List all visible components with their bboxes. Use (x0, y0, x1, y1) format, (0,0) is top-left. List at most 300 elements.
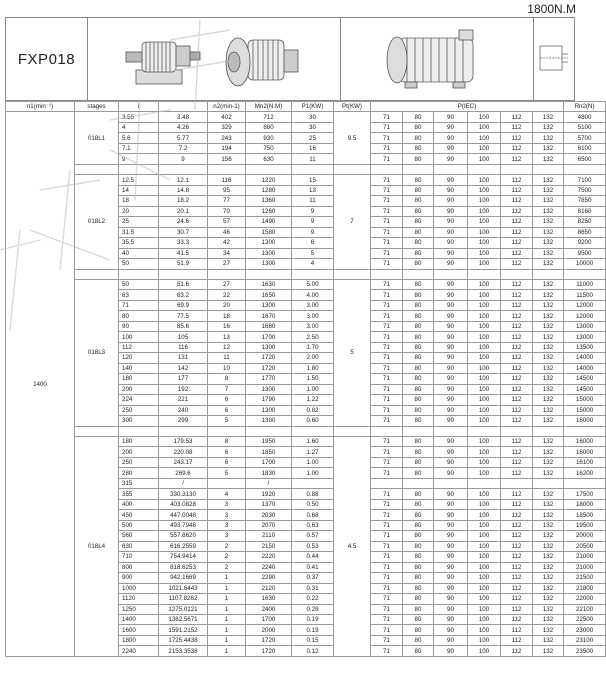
n2-cell: 1 (208, 583, 246, 593)
iec-size-cell: 132 (533, 573, 564, 583)
iec-size-cell (468, 478, 501, 488)
iec-size-cell: 112 (501, 143, 533, 153)
iec-size-cell: 132 (533, 583, 564, 593)
iec-size-cell: 90 (434, 384, 468, 394)
rn2-cell: 6500 (564, 154, 606, 164)
iec-size-cell: 71 (371, 646, 403, 656)
mn2-cell: 630 (246, 154, 292, 164)
iec-size-cell: 80 (403, 353, 434, 363)
ratio-actual-cell: 63.2 (159, 290, 208, 300)
pt-cell: 5 (334, 279, 371, 426)
iec-size-cell: 100 (468, 562, 501, 572)
iec-size-cell: 80 (403, 311, 434, 321)
ratio-nominal-cell: 560 (119, 531, 159, 541)
iec-size-cell: 71 (371, 353, 403, 363)
p1-cell: 0.31 (292, 583, 334, 593)
mn2-cell: 2030 (246, 510, 292, 520)
iec-size-cell: 71 (371, 300, 403, 310)
ratio-nominal-cell: 630 (119, 541, 159, 551)
ratio-nominal-cell: 500 (119, 520, 159, 530)
motor-image (341, 18, 534, 100)
iec-size-cell: 90 (434, 552, 468, 562)
iec-size-cell: 100 (468, 395, 501, 405)
iec-size-cell: 100 (468, 206, 501, 216)
rn2-cell: 21000 (564, 562, 606, 572)
empty-cell (434, 426, 468, 436)
iec-size-cell: 71 (371, 185, 403, 195)
empty-cell (292, 426, 334, 436)
header-p1: P1(KW) (292, 102, 334, 112)
table-row (6, 175, 606, 185)
iec-size-cell: 100 (468, 384, 501, 394)
n2-cell: 8 (208, 437, 246, 447)
rn2-cell: 16000 (564, 416, 606, 426)
header-rn2: Rn2(N) (564, 102, 606, 112)
iec-size-cell: 100 (468, 363, 501, 373)
p1-cell: 3.00 (292, 300, 334, 310)
n2-cell: 10 (208, 363, 246, 373)
mn2-cell: 1280 (246, 185, 292, 195)
empty-cell (434, 164, 468, 174)
empty-cell (208, 269, 246, 279)
ratio-nominal-cell: 180 (119, 374, 159, 384)
reducer-images (88, 18, 341, 100)
empty-cell (468, 269, 501, 279)
mn2-cell: 1300 (246, 259, 292, 269)
iec-size-cell: 112 (501, 206, 533, 216)
ratio-nominal-cell: 800 (119, 562, 159, 572)
pt-cell: 4.5 (334, 437, 371, 657)
group-separator-row (6, 164, 606, 174)
n2-cell: 156 (208, 154, 246, 164)
mn2-cell: 1650 (246, 290, 292, 300)
rn2-cell: 21500 (564, 573, 606, 583)
p1-cell: 0.19 (292, 625, 334, 635)
ratio-actual-cell: 447.0048 (159, 510, 208, 520)
rn2-cell: 20500 (564, 541, 606, 551)
n2-cell: 13 (208, 332, 246, 342)
p1-cell: 0.50 (292, 499, 334, 509)
table-row (6, 112, 606, 122)
iec-size-cell: 80 (403, 384, 434, 394)
iec-size-cell: 80 (403, 217, 434, 227)
empty-cell (468, 426, 501, 436)
iec-size-cell: 71 (371, 531, 403, 541)
iec-size-cell: 90 (434, 614, 468, 624)
iec-size-cell: 90 (434, 290, 468, 300)
iec-size-cell: 80 (403, 457, 434, 467)
iec-size-cell: 112 (501, 279, 533, 289)
mn2-cell: 1720 (246, 646, 292, 656)
mn2-cell: 1670 (246, 311, 292, 321)
iec-size-cell: 80 (403, 321, 434, 331)
ratio-actual-cell: 177 (159, 374, 208, 384)
mn2-cell: 1830 (246, 468, 292, 478)
n2-cell: 243 (208, 133, 246, 143)
mn2-cell: 1680 (246, 321, 292, 331)
ratio-nominal-cell: 400 (119, 499, 159, 509)
ratio-nominal-cell: 140 (119, 363, 159, 373)
iec-size-cell: 112 (501, 374, 533, 384)
n2-cell: 20 (208, 300, 246, 310)
iec-size-cell: 112 (501, 562, 533, 572)
p1-cell: 11 (292, 196, 334, 206)
iec-size-cell: 71 (371, 416, 403, 426)
ratio-actual-cell: 240 (159, 405, 208, 415)
p1-cell: 9 (292, 227, 334, 237)
rn2-cell: 13000 (564, 332, 606, 342)
ratio-nominal-cell: 1600 (119, 625, 159, 635)
iec-size-cell: 80 (403, 416, 434, 426)
iec-size-cell: 80 (403, 143, 434, 153)
ratio-actual-cell: 9 (159, 154, 208, 164)
mn2-cell: 1360 (246, 196, 292, 206)
ratio-actual-cell: 51.9 (159, 259, 208, 269)
mn2-cell: 1700 (246, 614, 292, 624)
model-name: FXP018 (6, 18, 88, 100)
mn2-cell: 750 (246, 143, 292, 153)
iec-size-cell: 132 (533, 321, 564, 331)
empty-cell (371, 426, 403, 436)
iec-size-cell: 112 (501, 185, 533, 195)
iec-size-cell: 71 (371, 259, 403, 269)
iec-size-cell: 112 (501, 489, 533, 499)
iec-size-cell: 100 (468, 531, 501, 541)
mn2-cell: 1630 (246, 279, 292, 289)
ratio-nominal-cell: 1800 (119, 635, 159, 645)
iec-size-cell: 90 (434, 374, 468, 384)
p1-cell: 5.00 (292, 279, 334, 289)
ratio-actual-cell: 69.9 (159, 300, 208, 310)
empty-cell (119, 164, 159, 174)
mn2-cell: 1720 (246, 363, 292, 373)
iec-size-cell: 100 (468, 489, 501, 499)
mn2-cell: 2070 (246, 520, 292, 530)
empty-cell (208, 426, 246, 436)
iec-size-cell: 112 (501, 353, 533, 363)
mn2-cell: 1490 (246, 217, 292, 227)
ratio-actual-cell: 403.0828 (159, 499, 208, 509)
n2-cell: 42 (208, 238, 246, 248)
iec-size-cell: 132 (533, 395, 564, 405)
rn2-cell: 20000 (564, 531, 606, 541)
ratio-actual-cell: 5.77 (159, 133, 208, 143)
iec-size-cell: 132 (533, 489, 564, 499)
ratio-actual-cell: 116 (159, 342, 208, 352)
n2-cell: 46 (208, 227, 246, 237)
n2-cell: 16 (208, 321, 246, 331)
ratio-nominal-cell: 355 (119, 489, 159, 499)
iec-size-cell: 132 (533, 520, 564, 530)
ratio-nominal-cell: 12.5 (119, 175, 159, 185)
iec-size-cell: 80 (403, 196, 434, 206)
header-ratio-nominal: i (119, 102, 159, 112)
n2-cell: 3 (208, 499, 246, 509)
shaft-key-image (534, 18, 574, 100)
iec-size-cell: 100 (468, 583, 501, 593)
rn2-cell: 7500 (564, 185, 606, 195)
iec-size-cell: 90 (434, 531, 468, 541)
iec-size-cell: 90 (434, 248, 468, 258)
iec-size-cell: 90 (434, 185, 468, 195)
empty-cell (159, 164, 208, 174)
mn2-cell: 1300 (246, 238, 292, 248)
mn2-cell: 1580 (246, 227, 292, 237)
rn2-cell: 21000 (564, 552, 606, 562)
ratio-nominal-cell: 9 (119, 154, 159, 164)
iec-size-cell: 71 (371, 122, 403, 132)
ratio-actual-cell: 220.08 (159, 447, 208, 457)
ratio-actual-cell: 2153.3538 (159, 646, 208, 656)
empty-cell (208, 164, 246, 174)
empty-cell (403, 269, 434, 279)
p1-cell: 1.00 (292, 457, 334, 467)
ratio-actual-cell: 1591.2152 (159, 625, 208, 635)
ratio-actual-cell: 192 (159, 384, 208, 394)
iec-size-cell: 132 (533, 384, 564, 394)
iec-size-cell: 71 (371, 374, 403, 384)
iec-size-cell: 90 (434, 635, 468, 645)
n2-cell: 1 (208, 573, 246, 583)
iec-size-cell: 132 (533, 510, 564, 520)
iec-size-cell: 90 (434, 510, 468, 520)
mn2-cell: 2240 (246, 562, 292, 572)
iec-size-cell: 80 (403, 447, 434, 457)
iec-size-cell: 112 (501, 311, 533, 321)
iec-size-cell: 132 (533, 112, 564, 122)
header-stages: stages (75, 102, 119, 112)
iec-size-cell: 112 (501, 217, 533, 227)
ratio-nominal-cell: 35.5 (119, 238, 159, 248)
iec-size-cell: 80 (403, 374, 434, 384)
iec-size-cell: 80 (403, 468, 434, 478)
table-header-row (6, 102, 606, 112)
iec-size-cell: 112 (501, 238, 533, 248)
iec-size-cell: 132 (533, 206, 564, 216)
n2-cell: 1 (208, 646, 246, 656)
rn2-cell: 13000 (564, 321, 606, 331)
empty-cell (75, 164, 119, 174)
iec-size-cell: 71 (371, 604, 403, 614)
performance-table (5, 101, 606, 657)
iec-size-cell: 112 (501, 122, 533, 132)
iec-size-cell: 71 (371, 583, 403, 593)
iec-size-cell: 90 (434, 499, 468, 509)
p1-cell: 0.12 (292, 646, 334, 656)
iec-size-cell: 90 (434, 604, 468, 614)
ratio-actual-cell: 1275.0121 (159, 604, 208, 614)
iec-size-cell: 80 (403, 541, 434, 551)
iec-size-cell: 112 (501, 405, 533, 415)
iec-size-cell: 100 (468, 573, 501, 583)
iec-size-cell: 90 (434, 227, 468, 237)
iec-size-cell: 132 (533, 238, 564, 248)
n2-cell: 6 (208, 447, 246, 457)
mn2-cell: 1300 (246, 248, 292, 258)
iec-size-cell: 112 (501, 112, 533, 122)
rn2-cell: 17500 (564, 489, 606, 499)
iec-size-cell: 112 (501, 416, 533, 426)
iec-size-cell: 71 (371, 625, 403, 635)
ratio-nominal-cell: 20 (119, 206, 159, 216)
mn2-cell: 1370 (246, 499, 292, 509)
iec-size-cell: 80 (403, 520, 434, 530)
iec-size-cell: 71 (371, 290, 403, 300)
empty-cell (533, 164, 564, 174)
empty-cell (533, 426, 564, 436)
iec-size-cell: 132 (533, 374, 564, 384)
mn2-cell: 1300 (246, 342, 292, 352)
n2-cell: 6 (208, 457, 246, 467)
ratio-actual-cell: 818.6253 (159, 562, 208, 572)
p1-cell: 16 (292, 143, 334, 153)
iec-size-cell: 132 (533, 175, 564, 185)
iec-size-cell: 71 (371, 175, 403, 185)
iec-size-cell: 100 (468, 646, 501, 656)
iec-size-cell: 90 (434, 541, 468, 551)
empty-cell (371, 269, 403, 279)
ratio-nominal-cell: 4 (119, 122, 159, 132)
iec-size-cell: 132 (533, 353, 564, 363)
ratio-actual-cell: 1382.5671 (159, 614, 208, 624)
iec-size-cell: 100 (468, 196, 501, 206)
iec-size-cell: 80 (403, 552, 434, 562)
iec-size-cell: 100 (468, 143, 501, 153)
iec-size-cell: 80 (403, 259, 434, 269)
rn2-cell: 19500 (564, 520, 606, 530)
iec-size-cell: 90 (434, 259, 468, 269)
iec-size-cell: 112 (501, 300, 533, 310)
iec-size-cell: 100 (468, 342, 501, 352)
ratio-actual-cell: 3.48 (159, 112, 208, 122)
n2-cell: 5 (208, 468, 246, 478)
iec-size-cell: 132 (533, 635, 564, 645)
iec-size-cell: 90 (434, 133, 468, 143)
iec-size-cell: 71 (371, 133, 403, 143)
iec-size-cell: 90 (434, 646, 468, 656)
iec-size-cell: 80 (403, 437, 434, 447)
rn2-cell: 9500 (564, 248, 606, 258)
iec-size-cell: 80 (403, 489, 434, 499)
ratio-actual-cell: 7.2 (159, 143, 208, 153)
p1-cell: 5 (292, 248, 334, 258)
ratio-actual-cell: 33.3 (159, 238, 208, 248)
p1-cell: 30 (292, 112, 334, 122)
iec-size-cell: 112 (501, 635, 533, 645)
ratio-nominal-cell: 5.6 (119, 133, 159, 143)
iec-size-cell: 80 (403, 604, 434, 614)
n2-cell: 6 (208, 405, 246, 415)
iec-size-cell: 100 (468, 112, 501, 122)
empty-cell (334, 164, 371, 174)
ratio-actual-cell: 243.17 (159, 457, 208, 467)
n2-cell: 11 (208, 353, 246, 363)
iec-size-cell: 80 (403, 122, 434, 132)
p1-cell: 0.88 (292, 489, 334, 499)
iec-size-cell: 90 (434, 238, 468, 248)
ratio-nominal-cell: 900 (119, 573, 159, 583)
mn2-cell: 2290 (246, 573, 292, 583)
iec-size-cell: 132 (533, 133, 564, 143)
rn2-cell: 22000 (564, 594, 606, 604)
rn2-cell: 14500 (564, 384, 606, 394)
iec-size-cell: 80 (403, 112, 434, 122)
iec-size-cell: 132 (533, 300, 564, 310)
iec-size-cell: 90 (434, 562, 468, 572)
iec-size-cell: 132 (533, 196, 564, 206)
iec-size-cell: 71 (371, 541, 403, 551)
ratio-nominal-cell: 40 (119, 248, 159, 258)
torque-rating: 1800N.M (527, 2, 576, 16)
mn2-cell: 2000 (246, 625, 292, 635)
p1-cell: 15 (292, 175, 334, 185)
n2-cell: 18 (208, 311, 246, 321)
iec-size-cell: 80 (403, 154, 434, 164)
iec-size-cell: 132 (533, 447, 564, 457)
iec-size-cell: 132 (533, 259, 564, 269)
rn2-cell (564, 478, 606, 488)
iec-size-cell: 132 (533, 416, 564, 426)
ratio-actual-cell: 1021.6443 (159, 583, 208, 593)
iec-size-cell: 112 (501, 363, 533, 373)
ratio-nominal-cell: 14 (119, 185, 159, 195)
table-body (6, 112, 606, 656)
iec-size-cell: 112 (501, 175, 533, 185)
ratio-nominal-cell: 50 (119, 279, 159, 289)
iec-size-cell: 132 (533, 604, 564, 614)
ratio-nominal-cell: 50 (119, 259, 159, 269)
p1-cell: 0.60 (292, 416, 334, 426)
rn2-cell: 7100 (564, 175, 606, 185)
p1-cell: 13 (292, 185, 334, 195)
ratio-actual-cell: 18.2 (159, 196, 208, 206)
ratio-nominal-cell: 280 (119, 468, 159, 478)
iec-size-cell: 71 (371, 635, 403, 645)
iec-size-cell: 100 (468, 154, 501, 164)
p1-cell: 3.00 (292, 311, 334, 321)
iec-size-cell: 112 (501, 594, 533, 604)
stage-cell: 018L4 (75, 437, 119, 657)
mn2-cell: 1790 (246, 395, 292, 405)
n2-cell: 2 (208, 562, 246, 572)
iec-size-cell: 100 (468, 416, 501, 426)
p1-cell: 1.70 (292, 342, 334, 352)
n2-cell: 402 (208, 112, 246, 122)
iec-size-cell: 112 (501, 468, 533, 478)
empty-cell (403, 426, 434, 436)
ratio-nominal-cell: 1250 (119, 604, 159, 614)
iec-size-cell: 132 (533, 552, 564, 562)
ratio-actual-cell: 14.8 (159, 185, 208, 195)
rn2-cell: 4800 (564, 112, 606, 122)
ratio-nominal-cell: 200 (119, 384, 159, 394)
rn2-cell: 16000 (564, 447, 606, 457)
ratio-nominal-cell: 315 (119, 478, 159, 488)
iec-size-cell: 132 (533, 279, 564, 289)
n2-cell: 70 (208, 206, 246, 216)
iec-size-cell: 71 (371, 489, 403, 499)
iec-size-cell: 112 (501, 332, 533, 342)
ratio-nominal-cell: 200 (119, 447, 159, 457)
iec-size-cell: 100 (468, 510, 501, 520)
n2-cell: 2 (208, 552, 246, 562)
ratio-nominal-cell: 3.55 (119, 112, 159, 122)
iec-size-cell: 71 (371, 196, 403, 206)
n2-cell: 1 (208, 604, 246, 614)
iec-size-cell: 80 (403, 531, 434, 541)
iec-size-cell: 100 (468, 332, 501, 342)
iec-size-cell: 100 (468, 604, 501, 614)
